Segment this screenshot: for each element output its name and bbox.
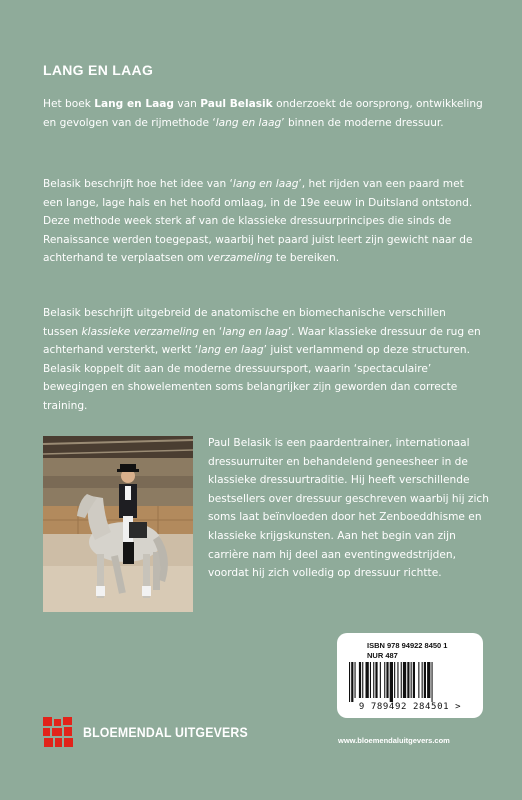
author-bio: Paul Belasik is een paardentrainer, internationaal dressuurruiter en behandelend geneesheer in de klassieke dressuurtraditie. Hij heeft verschillende bestsellers over dressuur geschreven waarbij hij zich soms laat beïnvloeden door het Zenboeddhisme en klassieke krijgskunsten. Aan het begin van zijn carrière nam hij deel aan eventingwedstrijden, voordat hij zich volledig op dressuur richtte.: [208, 437, 489, 580]
barcode-bar: [373, 662, 374, 698]
barcode-bar: [394, 662, 395, 698]
italic-term: klassieke verzameling: [81, 325, 199, 338]
barcode-bar: [390, 662, 393, 702]
author-name: Paul Belasik: [200, 98, 273, 110]
text-segment: ’, het rijden van een paard met een lange, lage hals en het hoofd omlaag, in de 19e eeuw in Duitsland ontstond. Deze methode week sterk af van de klassieke dressuurprincipes die sinds de Renaissance werden toegepast, waarbij het paard juist leert zijn gewicht naar de achterhand te verplaatsen om: [43, 178, 473, 265]
barcode-bar: [355, 662, 356, 698]
nur-code: NUR 487: [367, 651, 398, 660]
text-segment: ’ binnen de moderne dressuur.: [281, 116, 444, 129]
page-title: LANG EN LAAG: [43, 62, 154, 78]
barcode-bar: [418, 662, 419, 698]
barcode-bar: [407, 662, 409, 698]
analysis-paragraph: [43, 304, 483, 416]
barcode-bar: [351, 662, 353, 702]
ean-digits: 9 789492 284501 >: [358, 702, 462, 712]
barcode-bar: [397, 662, 398, 698]
photo-illustration: [43, 436, 193, 612]
barcode-bar: [349, 662, 350, 702]
text-segment: Het boek: [43, 98, 95, 110]
barcode-bar: [386, 662, 388, 698]
barcode-bar: [403, 662, 406, 698]
publisher-logo-icon: [42, 716, 74, 748]
italic-term: lang en laag: [215, 116, 282, 129]
book-title: Lang en Laag: [94, 98, 174, 110]
barcode-bar: [427, 662, 430, 698]
text-segment: van: [174, 98, 201, 110]
barcode-bars: [349, 662, 471, 702]
barcode-bar: [370, 662, 371, 698]
barcode-bar: [366, 662, 369, 698]
barcode-bar: [362, 662, 363, 698]
text-segment: Belasik beschrijft uitgebreid de anatomische en biomechanische verschillen tussen: [43, 307, 446, 338]
text-segment: ’ juist verlammend op deze structuren. Belasik koppelt dit aan de moderne dressuursport, waarin ‘spectaculaire’ bewegingen en showelementen soms belangrijker zijn geworden dan correcte training.: [43, 344, 470, 412]
text-segment: en ‘: [198, 325, 223, 338]
text-segment: Belasik beschrijft hoe het idee van ‘: [43, 178, 233, 190]
publisher-website: www.bloemendaluitgevers.com: [338, 736, 450, 745]
barcode-bar: [424, 662, 426, 698]
barcode-bar: [380, 662, 381, 698]
barcode-bar: [411, 662, 412, 698]
italic-term: lang en laag: [222, 325, 288, 338]
italic-term: lang en laag: [232, 178, 299, 190]
text-segment: ’. Waar klassieke dressuur de rug en achterhand versterkt, werkt ‘: [43, 325, 481, 357]
barcode-bar: [375, 662, 377, 698]
barcode-bar: [359, 662, 361, 698]
text-segment: te bereiken.: [272, 252, 340, 265]
barcode-bar: [384, 662, 385, 698]
italic-term: verzameling: [207, 252, 273, 265]
history-paragraph: [43, 175, 483, 268]
author-horse-photo: [43, 436, 193, 612]
barcode-bar: [432, 662, 433, 702]
text-segment: onderzoekt de oorsprong, ontwikkeling en gevolgen van de rijmethode ‘: [43, 98, 483, 129]
barcode-bar: [401, 662, 402, 698]
isbn-number: ISBN 978 94922 8450 1: [367, 641, 448, 650]
barcode-bar: [422, 662, 423, 698]
publisher-logo-graphic: [42, 716, 74, 748]
publisher-name: BLOEMENDAL UITGEVERS: [83, 724, 248, 740]
intro-paragraph: [43, 95, 483, 132]
barcode-bar: [413, 662, 415, 698]
barcode-panel: [337, 633, 483, 718]
italic-term: lang en laag: [198, 344, 264, 357]
